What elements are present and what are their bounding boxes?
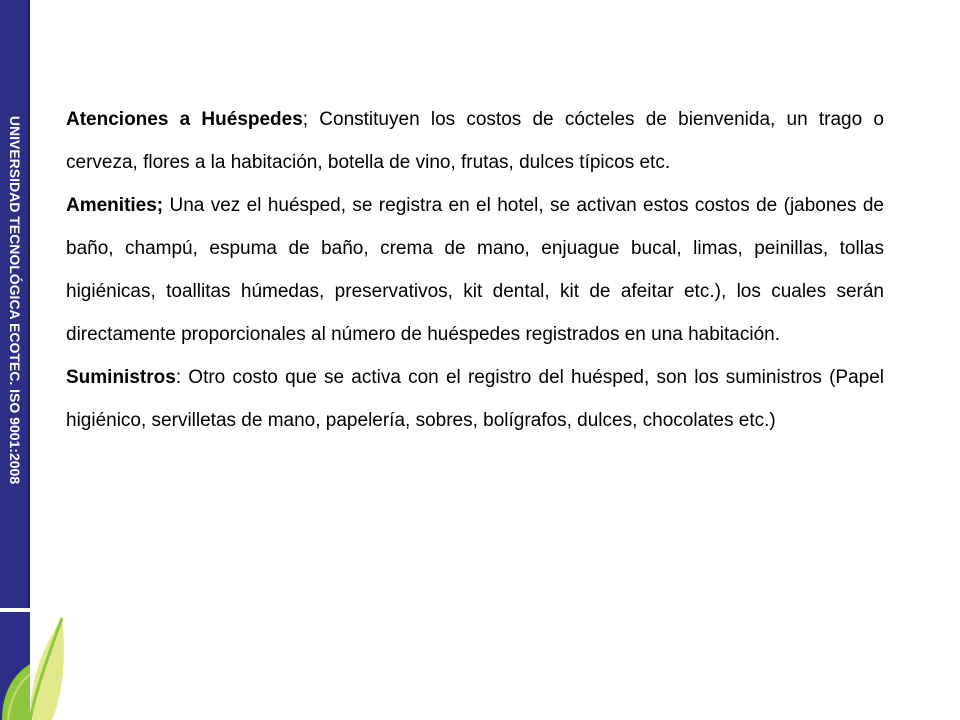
desc-amenities: Una vez el huésped, se registra en el hotel, se activan estos costos de (jabones de baño, champú, espuma de baño, crema de mano, enjuague bucal, limas, peinillas, tollas higiénicas, toallitas húmedas, preservativos, kit dental, kit de afeitar etc.), los cuales serán directamente proporcionales al número de huéspedes registrados en una habitación. bbox=[66, 195, 884, 345]
paragraph-atenciones bbox=[66, 98, 884, 184]
body-text bbox=[66, 98, 884, 442]
sidebar bbox=[0, 0, 30, 608]
leaf-logo-icon bbox=[0, 612, 70, 720]
term-atenciones: Atenciones a Huéspedes bbox=[66, 109, 303, 130]
paragraph-amenities bbox=[66, 184, 884, 356]
term-suministros: Suministros bbox=[66, 367, 176, 388]
term-amenities: Amenities; bbox=[66, 195, 164, 216]
paragraph-suministros bbox=[66, 356, 884, 442]
sidebar-label: UNIVERSIDAD TECNOLÓGICA ECOTEC. ISO 9001:2008 bbox=[7, 115, 23, 485]
desc-suministros: : Otro costo que se activa con el registro del huésped, son los suministros (Papel higiénico, servilletas de mano, papelería, sobres, bolígrafos, dulces, chocolates etc.) bbox=[66, 367, 884, 431]
desc-atenciones: ; Constituyen los costos de cócteles de bienvenida, un trago o cerveza, flores a la habitación, botella de vino, frutas, dulces típicos etc. bbox=[66, 109, 884, 173]
